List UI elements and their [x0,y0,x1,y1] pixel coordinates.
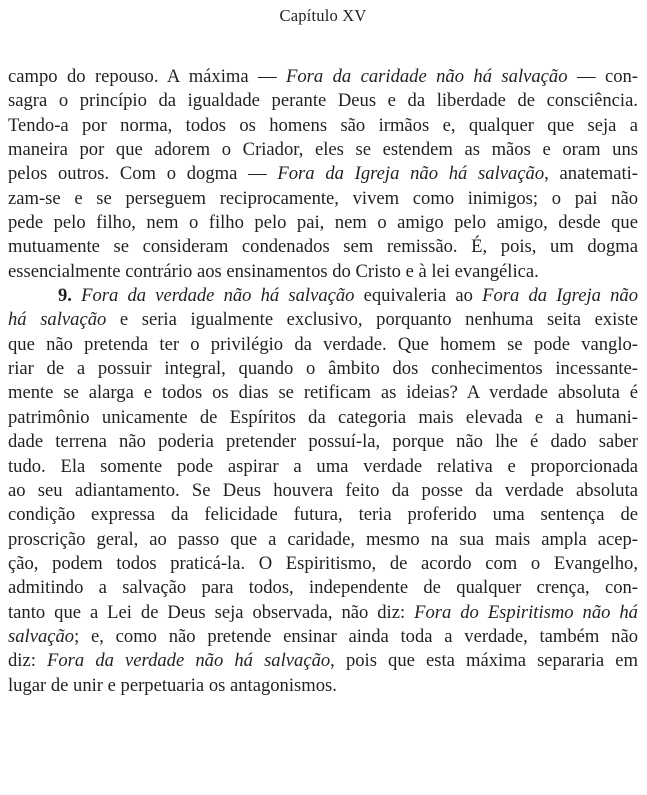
running-head: Capítulo XV [279,6,367,25]
text-run: e seria igualmente exclusivo, porquanto nenhuma seita existe [106,309,638,331]
text-line [8,235,638,259]
italic-text: há salvação [8,309,107,331]
text-run: admitindo a salvação para todos, independente de qualquer crença, con- [8,577,638,599]
text-line [8,625,638,649]
paragraph-1 [8,65,638,284]
text-run: mutuamente se consideram condenados sem remissão. É, pois, um dogma [8,236,638,258]
text-line [8,674,638,698]
text-run: que não pretenda ter o privilégio da verdade. Que homem se pode vanglo- [8,333,638,355]
text-run: tanto que a Lei de Deus seja observada, não diz: [8,601,415,623]
text-line [8,260,638,284]
italic-text: salvação [8,625,75,647]
text-run [72,285,81,306]
text-line [8,430,638,454]
text-line [8,89,638,113]
text-run: essencialmente contrário aos ensinamentos do Cristo e à lei evangélica. [8,260,539,282]
text-run: pede pelo filho, nem o filho pelo pai, nem o amigo pelo amigo, desde que [8,212,638,234]
body-text [8,65,638,698]
text-line [8,211,638,235]
text-run: condição expressa da felicidade futura, teria proferido uma sentença de [8,504,638,526]
text-line [8,114,638,138]
text-run: , anatemati- [544,163,638,185]
text-line [8,357,638,381]
italic-text: Fora da Igreja não [482,285,638,307]
italic-text: Fora da verdade não há salvação [47,650,331,672]
text-run: ção, podem todos praticá-la. O Espiritismo, de acordo com o Evangelho, [8,552,638,574]
text-line [8,601,638,625]
text-run: ; e, como não pretende ensinar ainda toda a verdade, também não [74,625,638,647]
text-run: zam-se e se perseguem reciprocamente, vivem como inimigos; o pai não [8,187,638,209]
text-line [8,284,638,308]
text-line [8,308,638,332]
paragraph-2 [8,284,638,698]
text-run: dade terrena não poderia pretender possuí-la, porque não lhe é dado saber [8,431,638,453]
text-line [8,138,638,162]
text-run: ao seu adiantamento. Se Deus houvera feito da posse da verdade absoluta [8,479,638,501]
book-page [8,0,638,698]
italic-text: Fora do Espiritismo não há [414,601,638,623]
text-run: riar de a possuir integral, quando o âmbito dos conhecimentos incessante- [8,358,638,380]
text-run: patrimônio unicamente de Espíritos da categoria mais elevada e a humani- [8,406,638,428]
text-run: lugar de unir e perpetuaria os antagonismos. [8,674,337,696]
text-run: mente se alarga e todos os dias se retificam as ideias? A verdade absoluta é [8,382,638,404]
text-run: maneira por que adorem o Criador, eles se estendem as mãos e oram uns [8,139,638,161]
italic-text: Fora da verdade não há salvação [81,285,355,307]
text-line [8,479,638,503]
text-run: — con- [567,66,638,87]
text-run: tudo. Ela somente pode aspirar a uma verdade relativa e proporcionada [8,455,638,477]
text-line [8,552,638,576]
text-line [8,406,638,430]
text-run: , pois que esta máxima separaria em [330,650,638,672]
text-line [8,381,638,405]
paragraph-number: 9. [58,285,72,307]
text-run: diz: [8,650,48,672]
text-line [8,333,638,357]
text-run: Tendo-a por norma, todos os homens são irmãos e, qualquer que seja a [8,114,638,136]
text-line [8,455,638,479]
italic-text: Fora da Igreja não há salvação [277,163,545,185]
text-line [8,65,638,89]
text-line [8,187,638,211]
text-line [8,576,638,600]
text-run: sagra o princípio da igualdade perante Deus e da liberdade de consciência. [8,90,638,112]
italic-text: Fora da caridade não há salvação [286,66,568,87]
text-run: campo do repouso. A máxima — [8,66,287,87]
text-line [8,162,638,186]
text-run: pelos outros. Com o dogma — [8,163,278,185]
text-line [8,649,638,673]
text-line [8,528,638,552]
text-run: proscrição geral, ao passo que a caridade, mesmo na sua mais ampla acep- [8,528,638,550]
text-run: equivaleria ao [354,285,483,307]
text-line [8,503,638,527]
